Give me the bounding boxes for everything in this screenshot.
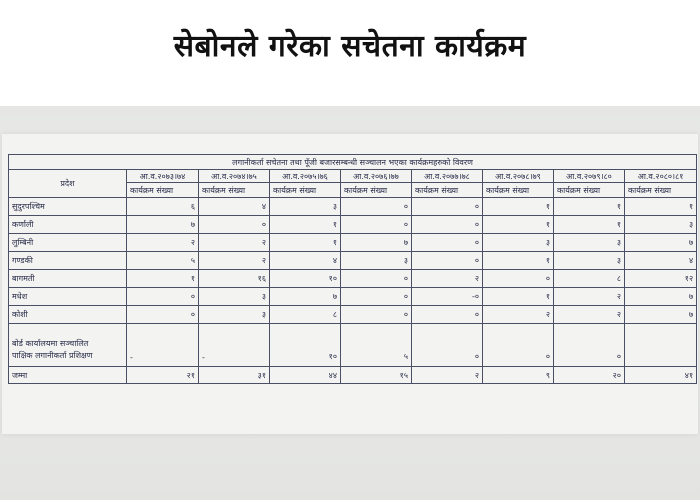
count-cell: ८ [270, 306, 341, 324]
count-cell: १ [625, 198, 697, 216]
province-name: सुदुरपश्चिम [9, 198, 127, 216]
total-cell: ९ [483, 367, 554, 384]
count-cell: ० [483, 270, 554, 288]
program-count-header: कार्यक्रम संख्या [341, 183, 412, 198]
count-cell: ० [412, 198, 483, 216]
paper-sheet [2, 134, 698, 434]
board-training-label-line2: पाक्षिक लगानीकर्ता प्रशिक्षण [12, 351, 93, 360]
count-cell: १ [483, 252, 554, 270]
count-cell: १ [270, 234, 341, 252]
program-count-header: कार्यक्रम संख्या [483, 183, 554, 198]
count-cell: ३ [199, 306, 270, 324]
province-header: प्रदेश [9, 170, 127, 198]
count-cell: ५ [341, 324, 412, 367]
province-name: बागमती [9, 270, 127, 288]
total-cell: १५ [341, 367, 412, 384]
total-label: जम्मा [9, 367, 127, 384]
count-cell: १ [270, 216, 341, 234]
province-name: कोशी [9, 306, 127, 324]
year-header: आ.व.२०७६।७७ [341, 170, 412, 183]
count-cell: -० [412, 288, 483, 306]
count-cell: ३ [625, 216, 697, 234]
year-header: आ.व.२०७५।७६ [270, 170, 341, 183]
table-row [9, 216, 697, 234]
count-cell: ८ [554, 270, 625, 288]
province-name: लुम्बिनी [9, 234, 127, 252]
total-cell: २ [412, 367, 483, 384]
count-cell: ७ [625, 306, 697, 324]
count-cell: २ [199, 234, 270, 252]
table-row [9, 198, 697, 216]
count-cell: १६ [199, 270, 270, 288]
count-cell: ० [412, 234, 483, 252]
program-count-header: कार्यक्रम संख्या [199, 183, 270, 198]
table-row [9, 306, 697, 324]
province-name: गण्डकी [9, 252, 127, 270]
count-cell: १ [554, 216, 625, 234]
count-cell: २ [412, 270, 483, 288]
count-cell: - [199, 324, 270, 367]
count-cell: ० [199, 216, 270, 234]
program-count-header: कार्यक्रम संख्या [625, 183, 697, 198]
total-cell: ३१ [199, 367, 270, 384]
count-cell: ३ [483, 234, 554, 252]
count-cell: ० [341, 270, 412, 288]
count-cell: ० [483, 324, 554, 367]
board-training-label-line1: बोर्ड कार्यालयमा सञ्चालित [12, 339, 89, 348]
count-cell: १ [483, 216, 554, 234]
program-table [8, 154, 697, 384]
count-cell: ० [412, 216, 483, 234]
count-cell [625, 324, 697, 367]
count-cell: ० [554, 324, 625, 367]
count-cell: २ [483, 306, 554, 324]
count-cell: ० [127, 306, 199, 324]
program-count-header: कार्यक्रम संख्या [127, 183, 199, 198]
count-cell: ५ [127, 252, 199, 270]
year-header: आ.व.२०७९।८० [554, 170, 625, 183]
count-cell: ० [127, 288, 199, 306]
year-header: आ.व.२०८०।८१ [625, 170, 697, 183]
count-cell: ३ [199, 288, 270, 306]
count-cell: ३ [554, 252, 625, 270]
count-cell: ७ [341, 234, 412, 252]
count-cell: ४ [270, 252, 341, 270]
count-cell: ० [412, 306, 483, 324]
count-cell: २ [554, 306, 625, 324]
count-cell: १० [270, 324, 341, 367]
table-row [9, 234, 697, 252]
total-cell: २१ [127, 367, 199, 384]
count-cell: १ [554, 198, 625, 216]
page-headline: सेबोनले गरेका सचेतना कार्यक्रम [173, 29, 527, 64]
count-cell: १० [270, 270, 341, 288]
board-training-label [9, 324, 127, 367]
table-row [9, 288, 697, 306]
count-cell: ० [341, 306, 412, 324]
program-count-header: कार्यक्रम संख्या [412, 183, 483, 198]
table-caption: लगानीकर्ता सचेतना तथा पूँजी बजारसम्बन्धी सञ्चालन भएका कार्यक्रमहरुको विवरण [9, 155, 697, 170]
count-cell: २ [127, 234, 199, 252]
count-cell: ० [341, 198, 412, 216]
count-cell: ४ [625, 252, 697, 270]
count-cell: ७ [625, 288, 697, 306]
program-count-header: कार्यक्रम संख्या [554, 183, 625, 198]
count-cell: ४ [199, 198, 270, 216]
count-cell: २ [199, 252, 270, 270]
count-cell: १ [483, 198, 554, 216]
document-photo [0, 106, 700, 500]
program-count-header: कार्यक्रम संख्या [270, 183, 341, 198]
year-header: आ.व.२०७४।७५ [199, 170, 270, 183]
table-row [9, 252, 697, 270]
province-name: मधेश [9, 288, 127, 306]
province-name: कर्णाली [9, 216, 127, 234]
count-cell: १ [483, 288, 554, 306]
count-cell: ० [341, 288, 412, 306]
count-cell: ० [341, 216, 412, 234]
count-cell: ३ [270, 198, 341, 216]
count-cell: ७ [127, 216, 199, 234]
total-row [9, 367, 697, 384]
year-header: आ.व.२०७७।७८ [412, 170, 483, 183]
count-cell: ० [412, 252, 483, 270]
count-cell: ६ [127, 198, 199, 216]
total-cell: ४४ [270, 367, 341, 384]
total-cell: २० [554, 367, 625, 384]
count-cell: ० [412, 324, 483, 367]
count-cell: १ [127, 270, 199, 288]
year-header: आ.व.२०७८।७९ [483, 170, 554, 183]
total-cell: ४१ [625, 367, 697, 384]
count-cell: ३ [341, 252, 412, 270]
count-cell: ७ [270, 288, 341, 306]
board-training-row [9, 324, 697, 367]
count-cell: २ [554, 288, 625, 306]
year-header: आ.व.२०७३।७४ [127, 170, 199, 183]
count-cell: ३ [554, 234, 625, 252]
count-cell: ७ [625, 234, 697, 252]
count-cell: - [127, 324, 199, 367]
count-cell: १२ [625, 270, 697, 288]
table-row [9, 270, 697, 288]
